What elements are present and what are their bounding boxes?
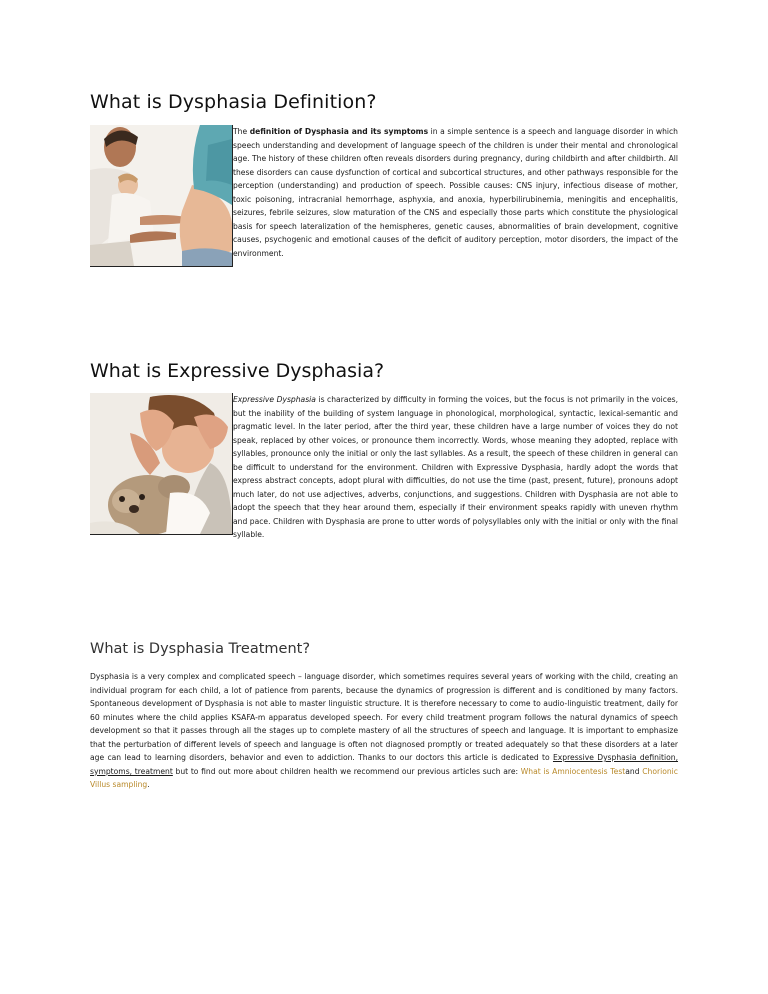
expressive-lead-italic: Expressive Dysphasia (233, 395, 316, 404)
treatment-body-text: Dysphasia is a very complex and complicated speech – language disorder, which sometimes requires several years of working with the child, creating an individual program for each child, a lot of patience from parents, because the dynamics of progression is different and is conditioned by many factors. Spontaneous development of Dysphasia is not able to master linguistic structure. It is therefore necessary to come to audio-linguistic treatment, daily for 60 minutes where the child applies KSAFA-m apparatus developed speech. For every child treatment program follows the natural dynamics of speech development so that it passes through all the stages up to complete mastery of all the structures of speech and language. It is important to emphasize that the perturbation of different levels of speech and language is often not diagnosed promptly or treated adequately so that these disorders at a later age can lead to learning disorders, behavior and even to addiction. Thanks to our doctors this article is dedicated to (90, 672, 678, 762)
photo-child-teddy-bear (90, 393, 233, 535)
section-treatment (90, 670, 678, 792)
definition-body-text: in a simple sentence is a speech and language disorder in which speech understanding and development of language speech of the children is under their mental and chronological age. The history of these children often reveals disorders during pregnancy, during childbirth and after childbirth. All these disorders can cause dysfunction of cortical and subcortical structures, and other pathways responsible for the perception (understanding) and production of speech. Possible causes: CNS injury, infectious disease of mother, toxic poisoning, intracranial hemorrhage, asphyxia, and anoxia, hyperbilirubinemia, meningitis and encephalitis, seizures, febrile seizures, slow maturation of the CNS and especially those parts which constitute the physiological basis for speech lateralization of the hemispheres, genetic causes, abnormalities of brain development, cognitive causes, psychogenic and emotional causes of the deficit of auditory perception, motor disorders, the impact of the environment. (233, 127, 678, 258)
treatment-mid-text: but to find out more about children health we recommend our previous articles such are: (172, 766, 521, 776)
treatment-and-text: and (625, 766, 643, 776)
expressive-body-text: is characterized by difficulty in forming the voices, but the focus is not primarily in the voices, but the inability of the building of system language in phonological, morphological, syntactic, lexical-semantic and pragmatic level. In the later period, after the third year, these children have a large number of voices they do not speak, replaced by other voices, or pronounce them incorrectly. Words, whose meaning they adopted, replace with syllables, pronounce only the initial or only the last syllables. As a result, the speech of these children in general can be difficult to understand for the environment. Children with Expressive Dysphasia, hardly adopt the words that express abstract concepts, adopt plural with difficulties, do not use the time (past, present, future), pronouns adopt much later, do not use adjectives, adverbs, conjunctions, and suggestions. Children with Dysphasia are not able to adopt the speech that they hear around them, especially if their environment speaks rapidly with uneven rhythm and pace. Children with Dysphasia are prone to utter words of polysyllables only with the initial or only with the final syllable. (233, 395, 679, 539)
link-amniocentesis-test[interactable]: What is Amniocentesis Test (520, 766, 626, 776)
link-chorionic-villus-sampling[interactable]: Chorionic Villus sampling (90, 766, 678, 789)
treatment-end-text: . (147, 780, 150, 789)
heading-dysphasia-treatment: What is Dysphasia Treatment? (90, 641, 311, 657)
section-expressive (90, 393, 678, 542)
photo-family-pregnancy (90, 125, 233, 267)
section-definition (90, 125, 678, 267)
heading-expressive-dysphasia: What is Expressive Dysphasia? (90, 360, 385, 382)
definition-lead-bold: definition of Dysphasia and its symptoms (249, 127, 429, 136)
heading-dysphasia-definition: What is Dysphasia Definition? (90, 91, 377, 113)
definition-lead-text: The (233, 127, 250, 136)
link-expressive-dysphasia-article[interactable]: Expressive Dysphasia definition, symptoms, treatment (90, 753, 679, 776)
